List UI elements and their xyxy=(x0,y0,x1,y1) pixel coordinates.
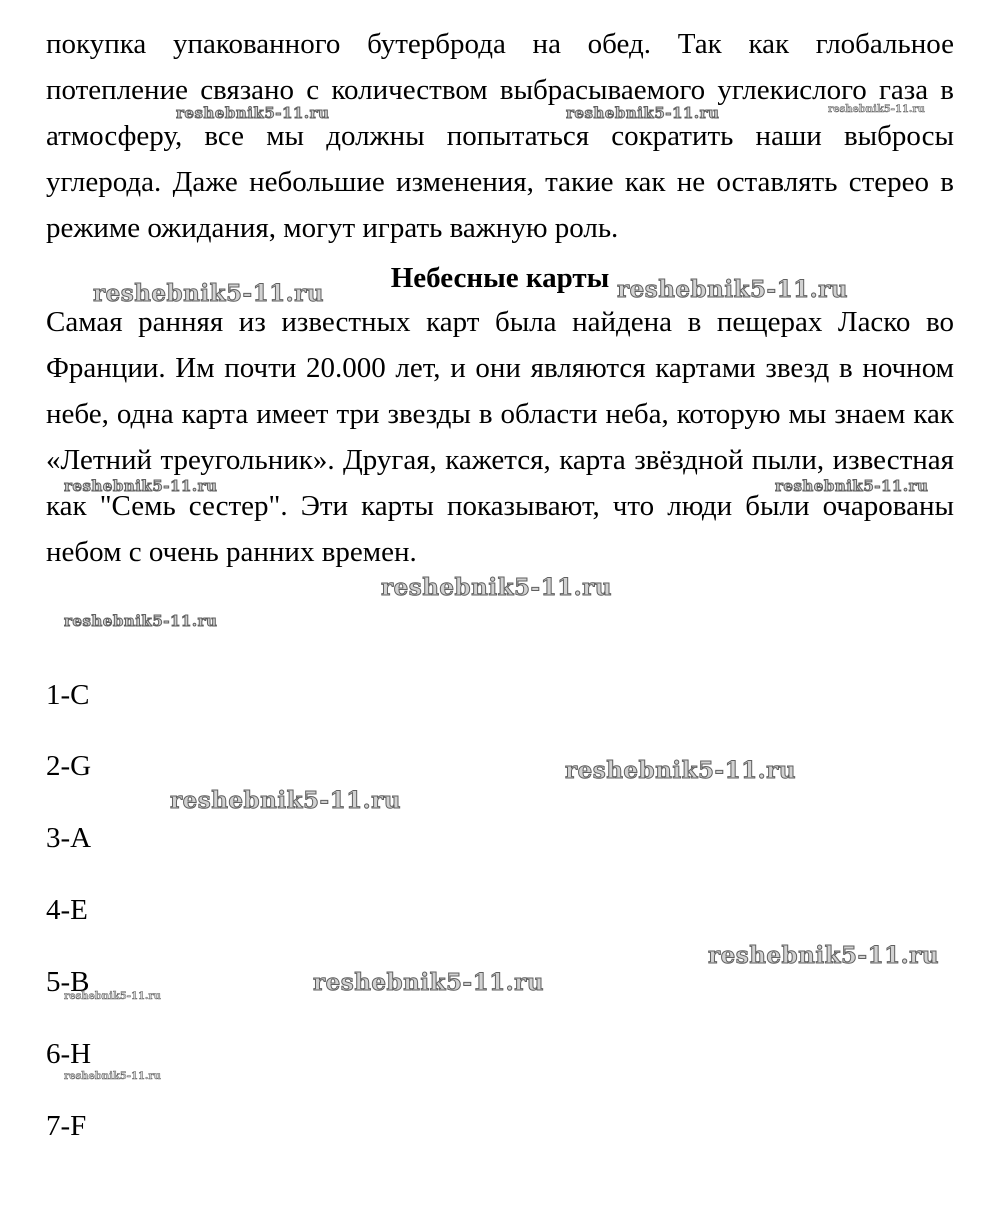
watermark: reshebnik5-11.ru xyxy=(565,757,796,784)
watermark: reshebnik5-11.ru xyxy=(64,1071,161,1082)
answer-item: 7-F xyxy=(46,1110,87,1142)
watermark: reshebnik5-11.ru xyxy=(93,280,324,307)
watermark: reshebnik5-11.ru xyxy=(828,104,925,115)
watermark: reshebnik5-11.ru xyxy=(313,969,544,996)
watermark: reshebnik5-11.ru xyxy=(176,104,330,122)
watermark: reshebnik5-11.ru xyxy=(64,477,218,495)
watermark: reshebnik5-11.ru xyxy=(775,477,929,495)
watermark: reshebnik5-11.ru xyxy=(170,787,401,814)
section-heading: Небесные карты xyxy=(390,262,610,294)
answer-item: 1-C xyxy=(46,679,90,711)
answer-item: 6-H xyxy=(46,1038,92,1070)
answer-item: 2-G xyxy=(46,750,92,782)
watermark: reshebnik5-11.ru xyxy=(708,942,939,969)
watermark: reshebnik5-11.ru xyxy=(64,991,161,1002)
paragraph-sky-maps: Самая ранняя из известных карт была найдена в пещерах Ласко во Франции. Им почти 20.000 лет, и они являются картами звезд в ночном небе, одна карта имеет три звезды в области неба, которую мы знаем как «Летний треугольник». Другая, кажется, карта звёздной пыли, известная как "Семь сестер". Эти карты показывают, что люди были очарованы небом с очень ранних времен. xyxy=(46,306,954,568)
answer-item: 3-A xyxy=(46,822,92,854)
paragraph-intro: покупка упакованного бутерброда на обед. Так как глобальное потепление связано с количеством выбрасываемого углекислого газа в атмосферу, все мы должны попытаться сократить наши выбросы углерода. Даже небольшие изменения, такие как не оставлять стерео в режиме ожидания, могут играть важную роль. xyxy=(46,28,954,244)
watermark: reshebnik5-11.ru xyxy=(566,104,720,122)
answer-item: 5-B xyxy=(46,966,90,998)
watermark: reshebnik5-11.ru xyxy=(617,276,848,303)
answer-item: 4-E xyxy=(46,894,88,926)
watermark: reshebnik5-11.ru xyxy=(64,612,218,630)
watermark: reshebnik5-11.ru xyxy=(381,574,612,601)
